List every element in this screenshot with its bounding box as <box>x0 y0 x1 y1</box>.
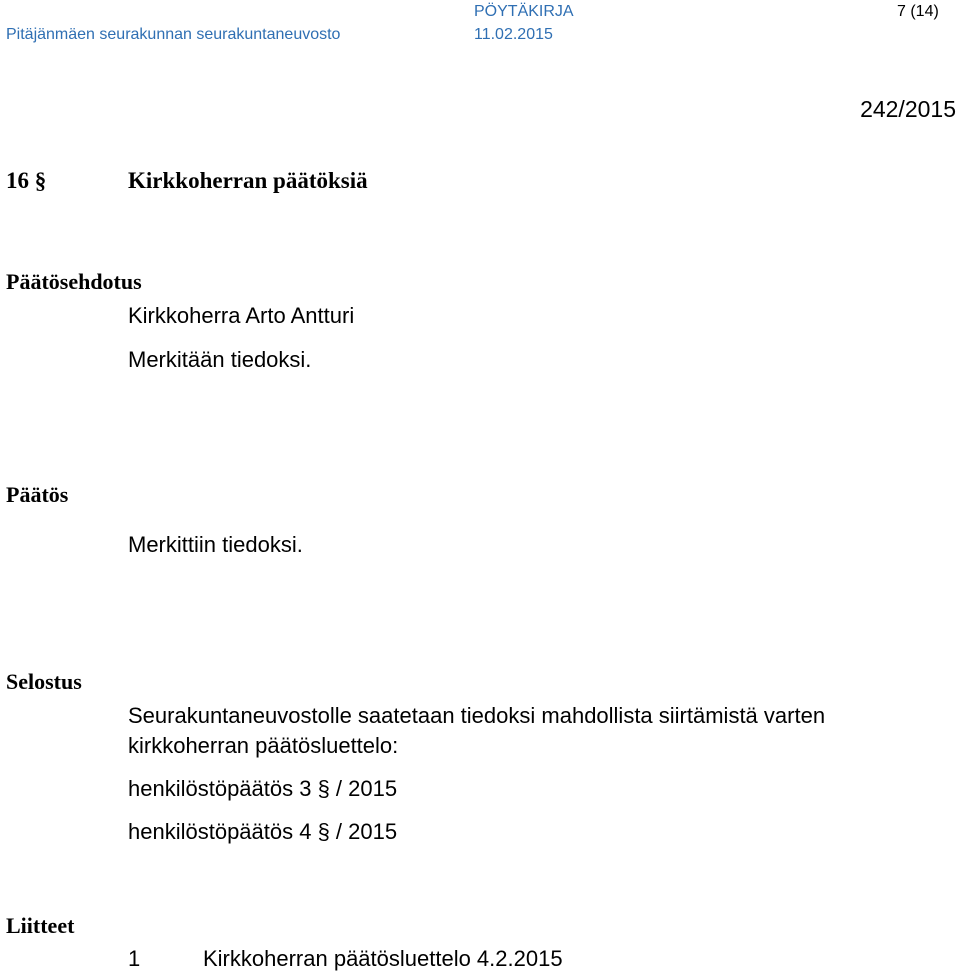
document-type: PÖYTÄKIRJA <box>474 3 574 20</box>
page-number: 7 (14) <box>897 3 939 20</box>
explanation-item: henkilöstöpäätös 3 § / 2015 <box>128 776 398 801</box>
attachment-number: 1 <box>128 946 141 971</box>
item-number: 16 § <box>6 168 47 193</box>
explanation-line-1: Seurakuntaneuvostolle saatetaan tiedoksi mahdollista siirtämistä varten <box>128 703 826 728</box>
proposal-label: Päätösehdotus <box>6 269 142 294</box>
decision-text: Merkittiin tiedoksi. <box>128 532 303 557</box>
proposal-text: Merkitään tiedoksi. <box>128 347 312 372</box>
reference-number: 242/2015 <box>860 96 956 122</box>
decision-label: Päätös <box>6 482 69 507</box>
proposal-presenter: Kirkkoherra Arto Antturi <box>128 303 355 328</box>
explanation-label: Selostus <box>6 669 82 694</box>
meeting-date: 11.02.2015 <box>474 26 553 43</box>
organization-name: Pitäjänmäen seurakunnan seurakuntaneuvosto <box>6 26 341 43</box>
item-title: Kirkkoherran päätöksiä <box>128 168 368 193</box>
attachment-title: Kirkkoherran päätösluettelo 4.2.2015 <box>203 946 563 971</box>
explanation-line-2: kirkkoherran päätösluettelo: <box>128 733 399 758</box>
attachments-label: Liitteet <box>6 913 75 938</box>
explanation-item: henkilöstöpäätös 4 § / 2015 <box>128 819 398 844</box>
